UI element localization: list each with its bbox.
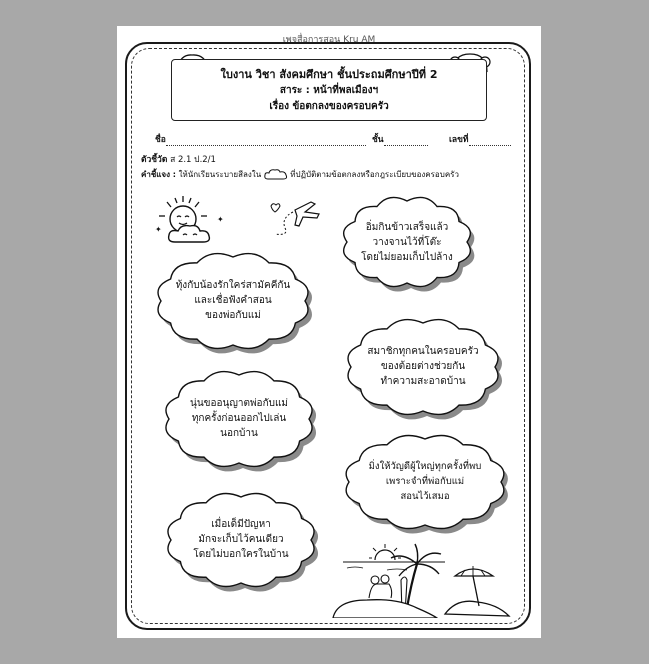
bubble-4-line-3: นอกบ้าน	[220, 428, 258, 439]
class-label: ชั้น	[372, 135, 384, 145]
instruction-text-after: ที่ปฏิบัติตามข้อตกลงหรือกฎระเบียบของครอบครัว	[290, 170, 459, 179]
bubble-6-line-3: โดยไม่บอกใครในบ้าน	[193, 549, 289, 560]
name-field[interactable]	[166, 136, 366, 146]
bubble-3-line-2: ของต้อยต่างช่วยกัน	[380, 361, 466, 372]
statement-bubble-1[interactable]	[337, 192, 477, 292]
bubble-1-line-3: โดยไม่ยอมเก็บไปล้าง	[361, 252, 453, 263]
indicator-label: ตัวชี้วัด	[141, 155, 168, 165]
name-label: ชื่อ	[155, 135, 166, 145]
svg-text:✦: ✦	[155, 225, 162, 234]
instruction-row	[141, 168, 459, 181]
bubble-5-line-2: เพราะจำที่พ่อกับแม่	[385, 476, 465, 487]
worksheet-subject: สาระ : หน้าที่พลเมืองฯ	[279, 85, 379, 96]
worksheet-topic: เรื่อง ข้อตกลงของครอบครัว	[269, 101, 389, 112]
bubble-1-line-2: วางจานไว้ที่โต๊ะ	[372, 237, 442, 248]
name-field-row	[155, 132, 366, 146]
cloud-icon	[264, 169, 288, 181]
bubble-2-line-2: และเชื่อฟังคำสอน	[194, 295, 272, 306]
worksheet-title: ใบงาน วิชา สังคมศึกษา ชั้นประถมศึกษาปีที่ 2	[220, 68, 438, 81]
number-field-row	[449, 132, 511, 146]
watermark-text: เพจสื่อการสอน Kru AM	[282, 35, 376, 45]
bubble-5-line-1: มิ่งให้วัญดีผู้ใหญ่ทุกครั้งที่พบ	[368, 461, 482, 472]
indicator-value: ส 2.1 ป.2/1	[170, 155, 216, 165]
sun-cloud-icon	[151, 192, 231, 250]
class-field-row	[372, 132, 428, 146]
bubble-1-line-1: อิ่มกินข้าวเสร็จแล้ว	[365, 222, 449, 233]
statement-bubble-2[interactable]	[151, 248, 315, 354]
instruction-label: คำชี้แจง :	[141, 170, 177, 179]
bubble-3-line-1: สมาชิกทุกคนในครอบครัว	[367, 346, 479, 357]
statement-bubble-6[interactable]	[161, 488, 321, 592]
bubble-5-line-3: สอนไว้เสมอ	[400, 491, 450, 502]
number-label: เลขที่	[449, 135, 469, 145]
bubble-4-line-1: นุ่นขออนุญาตพ่อกับแม่	[189, 398, 289, 409]
bubble-2-line-3: ของพ่อกับแม่	[205, 310, 261, 321]
bubble-6-line-2: มักจะเก็บไว้คนเดียว	[198, 534, 284, 545]
statement-bubble-3[interactable]	[341, 314, 505, 420]
beach-scene-icon	[327, 534, 517, 618]
number-field[interactable]	[469, 136, 511, 146]
statement-bubble-5[interactable]	[339, 430, 511, 534]
instruction-text-before: ให้นักเรียนระบายสีลงใน	[178, 170, 262, 179]
indicator-row	[141, 152, 216, 166]
bubble-3-line-3: ทำความสะอาดบ้าน	[380, 376, 466, 387]
class-field[interactable]	[384, 136, 428, 146]
svg-text:✦: ✦	[217, 215, 224, 224]
airplane-icon	[267, 192, 327, 238]
bubble-6-line-1: เมื่อเด็มีปัญหา	[211, 519, 271, 530]
worksheet-header	[171, 59, 487, 121]
statement-bubble-4[interactable]	[159, 366, 319, 472]
worksheet-page	[117, 26, 541, 638]
bubble-4-line-2: ทุกครั้งก่อนออกไปเล่น	[191, 413, 287, 424]
bubble-2-line-1: ทุ้งกับน้องรักใคร่สามัคคีกัน	[175, 280, 291, 291]
